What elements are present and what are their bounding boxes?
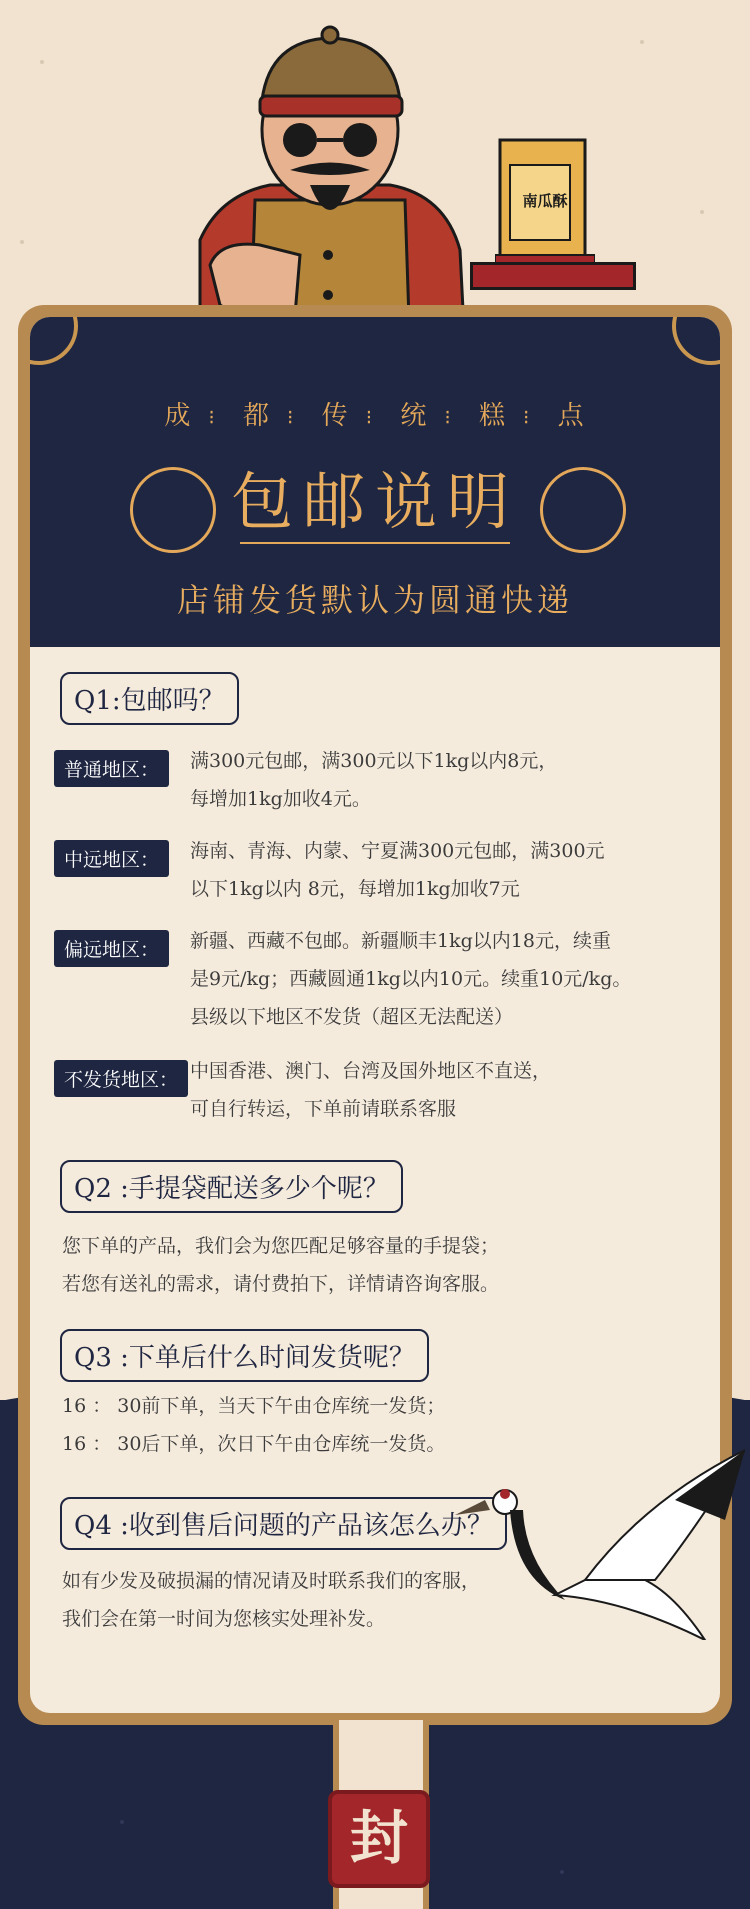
subtitle-char: 成: [164, 401, 193, 431]
text-line: 我们会在第一时间为您核实处理补发。: [62, 1608, 386, 1630]
product-box-label: 南瓜酥: [522, 192, 568, 210]
q3-answer: [62, 1387, 445, 1463]
text-line: 满300元包邮，满300元以下1kg以内8元，: [190, 750, 558, 772]
speck: [700, 210, 704, 214]
q3-heading: Q3 :下单后什么时间发货呢？: [60, 1329, 429, 1382]
board-header: [30, 317, 720, 647]
subtitle-row: 成 ⁝ 都 ⁝ 传 ⁝ 统 ⁝ 糕 ⁝ 点: [164, 401, 586, 431]
text-line: 新疆、西藏不包邮。新疆顺丰1kg以内18元，续重: [190, 930, 611, 952]
text-line: 是9元/kg；西藏圆通1kg以内10元。续重10元/kg。: [190, 968, 632, 990]
speck: [640, 40, 644, 44]
subtitle-char: 点: [557, 401, 586, 431]
region-tag: 偏远地区：: [54, 930, 169, 967]
subtitle-char: 都: [243, 401, 272, 431]
shopkeeper-illustration: [160, 20, 500, 350]
region-tag: 不发货地区：: [54, 1060, 188, 1097]
q4-answer: [62, 1562, 480, 1638]
page-title: 包邮说明: [230, 465, 519, 538]
tray-illustration: [470, 262, 636, 290]
q2-answer: [62, 1227, 499, 1303]
speck: [560, 1870, 564, 1874]
q4-heading: Q4 :收到售后问题的产品该怎么办？: [60, 1497, 507, 1550]
seal-stamp: 封: [328, 1790, 430, 1888]
text-line: 海南、青海、内蒙、宁夏满300元包邮，满300元: [190, 840, 605, 862]
region-tag: 普通地区：: [54, 750, 169, 787]
text-line: 若您有送礼的需求，请付费拍下，详情请咨询客服。: [62, 1273, 500, 1295]
corner-ornament: [672, 317, 720, 365]
text-line: 每增加1kg加收4元。: [190, 788, 371, 810]
crane-illustration: [455, 1410, 745, 1640]
speck: [120, 1820, 124, 1824]
corner-ornament: [30, 317, 78, 365]
text-line: 16 ： 30前下单，当天下午由仓库统一发货；: [62, 1395, 446, 1417]
text-line: 中国香港、澳门、台湾及国外地区不直送，: [190, 1060, 552, 1082]
subtitle-char: 统: [400, 401, 429, 431]
speck: [20, 240, 24, 244]
subtitle-char: 糕: [478, 401, 507, 431]
region-text: [190, 922, 631, 1036]
shipping-tagline: 店铺发货默认为圆通快递: [176, 581, 573, 619]
text-line: 如有少发及破损漏的情况请及时联系我们的客服，: [62, 1570, 481, 1592]
text-line: 16 ： 30后下单，次日下午由仓库统一发货。: [62, 1433, 446, 1455]
text-line: 您下单的产品，我们会为您匹配足够容量的手提袋；: [62, 1235, 500, 1257]
text-line: 可自行转运，下单前请联系客服: [190, 1098, 457, 1120]
q1-heading: Q1:包邮吗？: [60, 672, 239, 725]
q2-heading: Q2 :手提袋配送多少个呢？: [60, 1160, 403, 1213]
text-line: 县级以下地区不发货（超区无法配送）: [190, 1006, 514, 1028]
region-text: [190, 742, 557, 818]
title-divider: [240, 542, 510, 544]
region-text: [190, 832, 605, 908]
region-text: [190, 1052, 551, 1128]
text-line: 以下1kg以内 8元，每增加1kg加收7元: [190, 878, 520, 900]
region-tag: 中远地区：: [54, 840, 169, 877]
subtitle-char: 传: [321, 401, 350, 431]
speck: [40, 60, 44, 64]
